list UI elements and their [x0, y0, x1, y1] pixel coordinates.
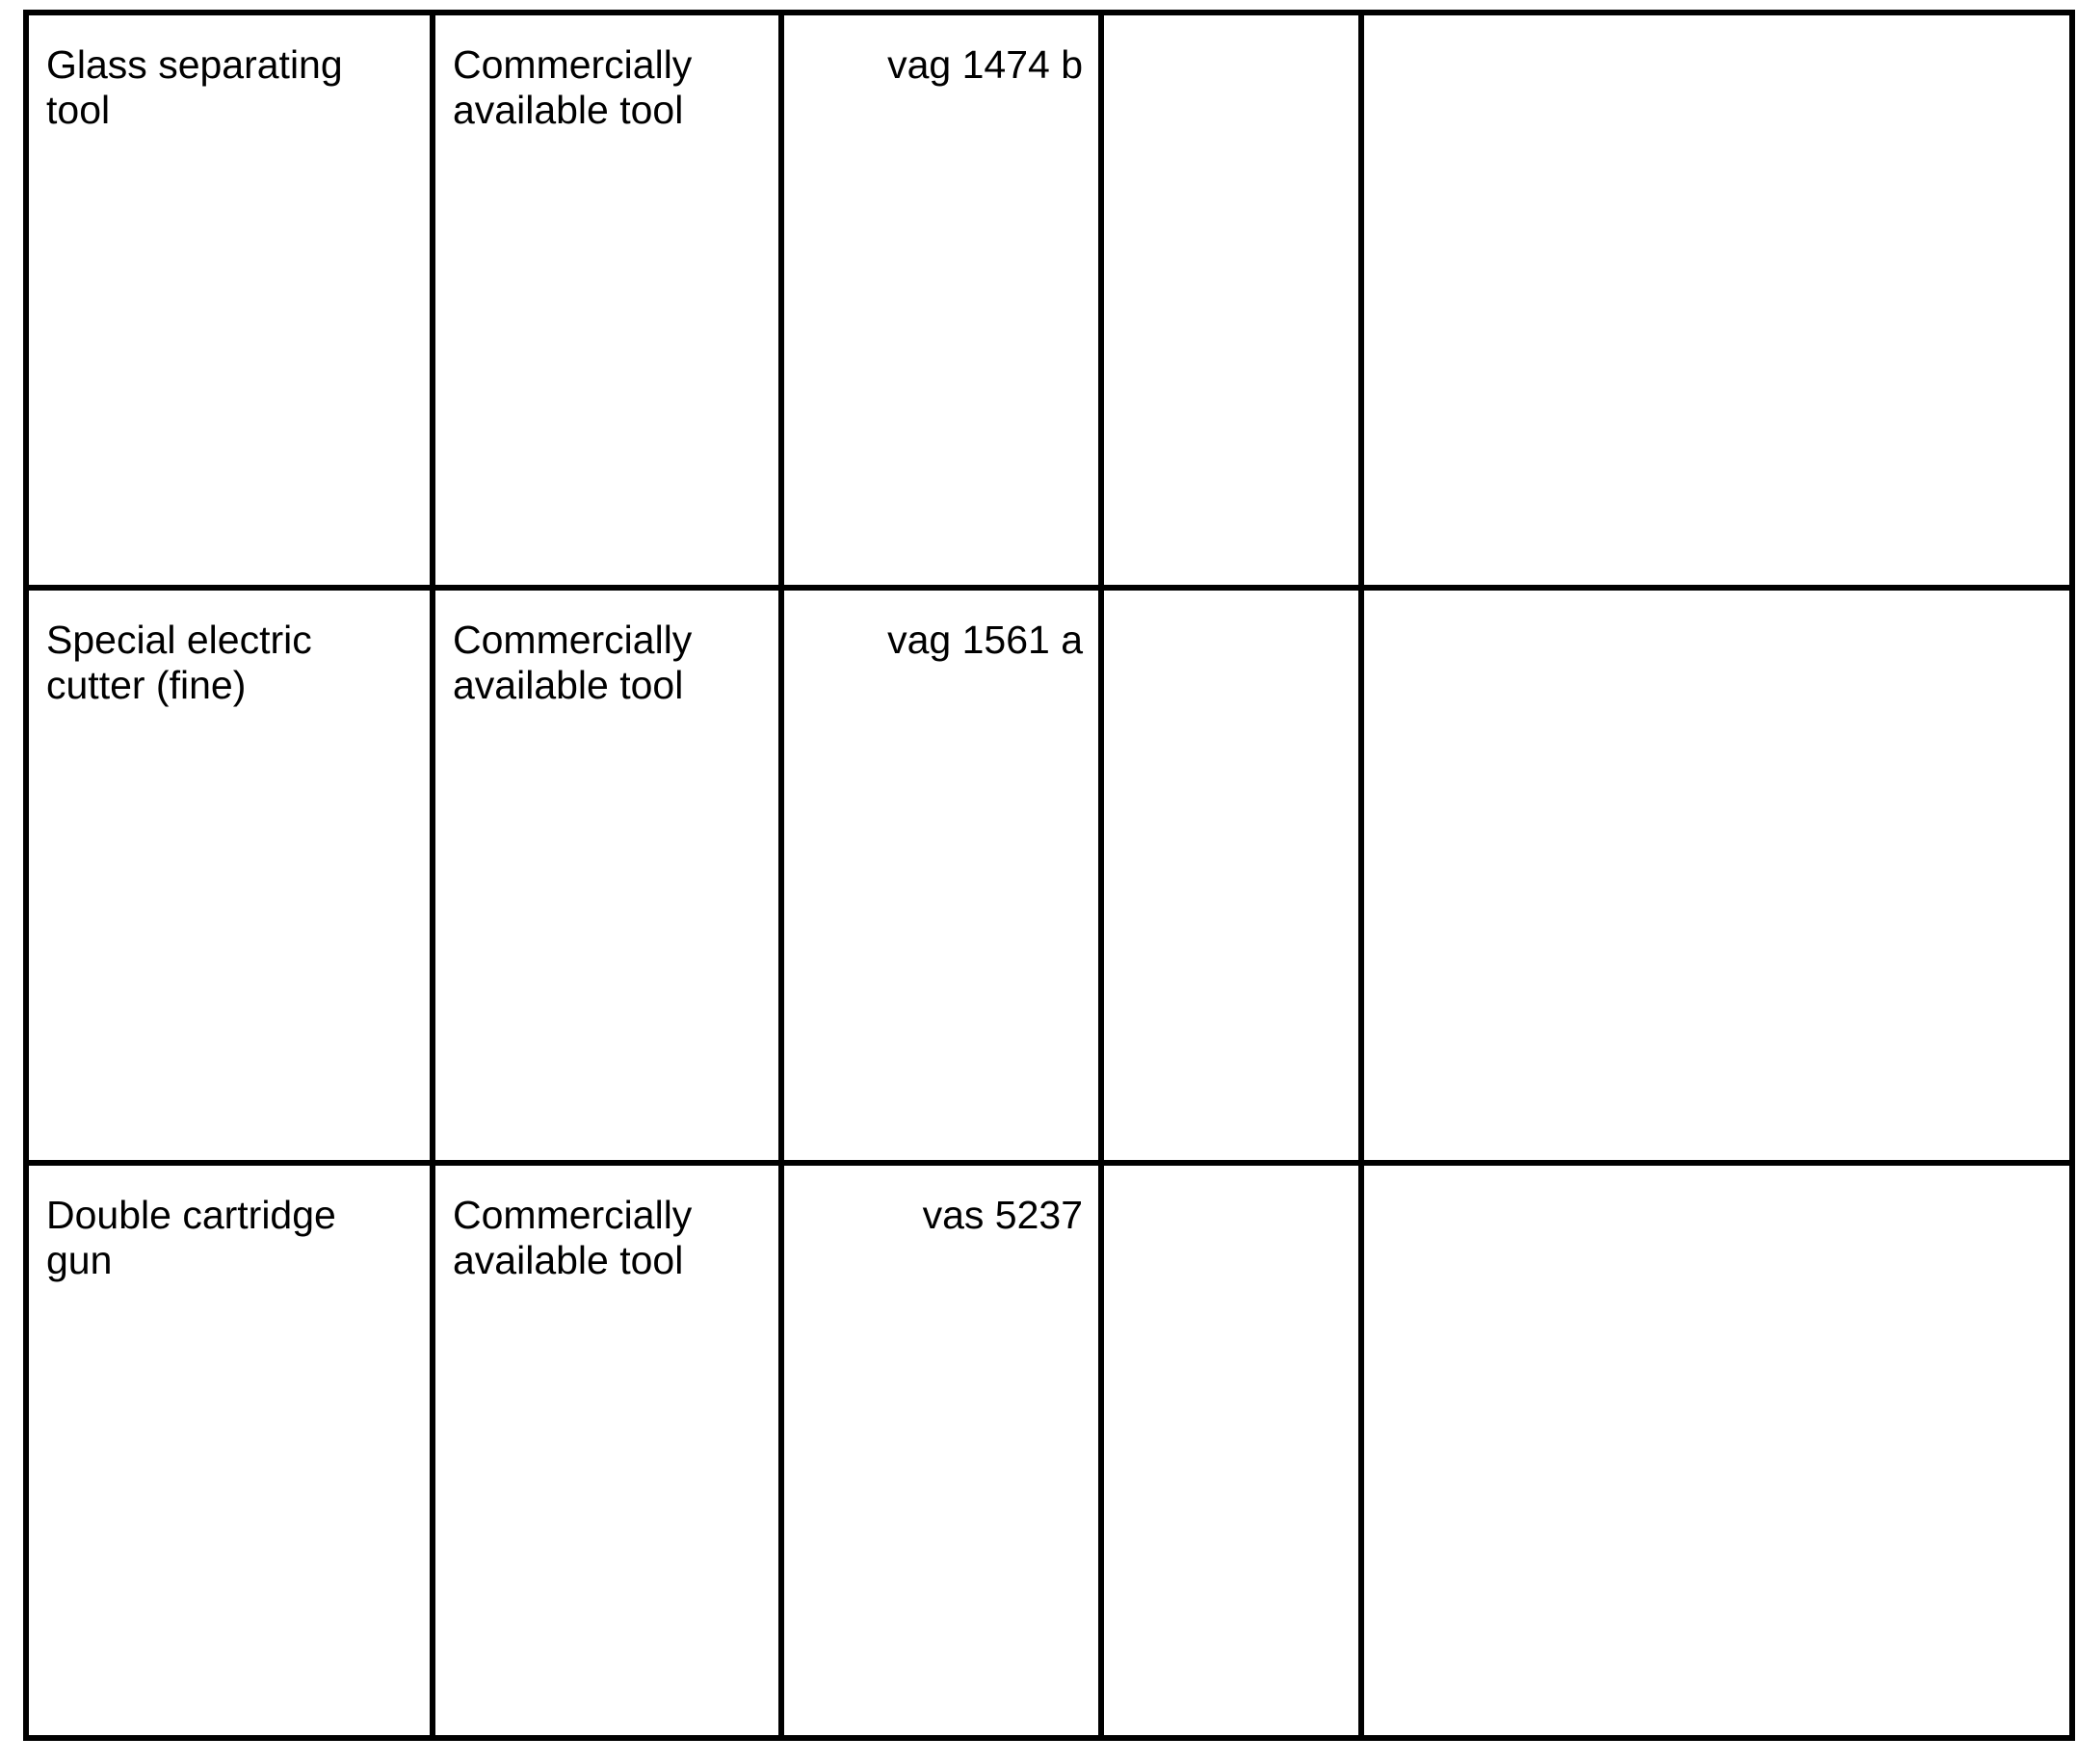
tool-number-cell	[781, 1163, 1101, 1738]
tool-description-cell	[26, 1163, 433, 1738]
tool-type-cell	[433, 1163, 781, 1738]
tool-type-cell	[433, 588, 781, 1163]
tool-description: Double cartridge gun	[46, 1193, 336, 1282]
tool-type: Commercially available tool	[453, 618, 693, 707]
table-row	[26, 588, 2072, 1163]
tool-description-cell	[26, 13, 433, 588]
tool-type: Commercially available tool	[453, 42, 693, 132]
empty-cell	[1101, 1163, 1361, 1738]
empty-cell	[1101, 588, 1361, 1163]
tool-number: vag 1474 b	[887, 42, 1083, 87]
empty-cell	[1361, 1163, 2072, 1738]
tool-type-cell	[433, 13, 781, 588]
tool-description: Glass separating tool	[46, 42, 343, 132]
tool-number: vas 5237	[922, 1193, 1083, 1237]
empty-cell	[1361, 13, 2072, 588]
tool-description: Special electric cutter (fine)	[46, 618, 312, 707]
tool-number-cell	[781, 13, 1101, 588]
tool-number-cell	[781, 588, 1101, 1163]
tools-table	[23, 10, 2075, 1741]
tool-description-cell	[26, 588, 433, 1163]
tool-type: Commercially available tool	[453, 1193, 693, 1282]
table-row	[26, 1163, 2072, 1738]
empty-cell	[1101, 13, 1361, 588]
tool-number: vag 1561 a	[887, 618, 1083, 662]
empty-cell	[1361, 588, 2072, 1163]
table-row	[26, 13, 2072, 588]
